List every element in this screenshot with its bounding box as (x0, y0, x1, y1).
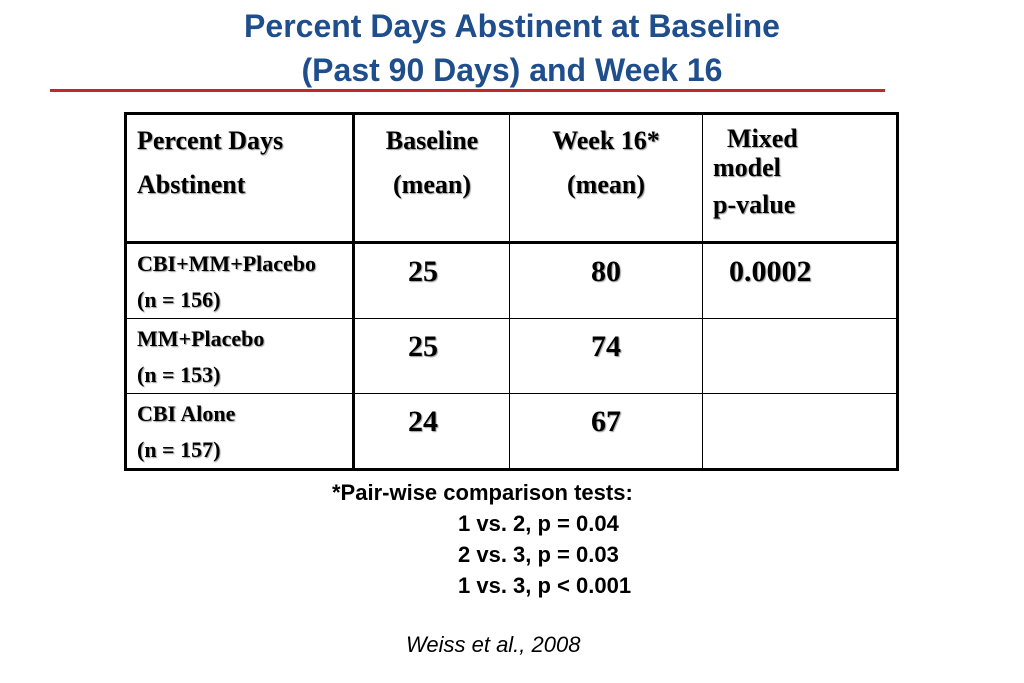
comparison-line: 2 vs. 3, p = 0.03 (458, 542, 619, 567)
table-row (126, 319, 898, 394)
header-baseline: Baseline (mean) (354, 114, 510, 243)
cell-week-16: 67 (510, 394, 703, 470)
footnote-heading: *Pair-wise comparison tests: (332, 480, 633, 505)
row-label: CBI+MM+Placebo (n = 156) (126, 243, 354, 319)
cell-p-value (703, 319, 898, 394)
header-week-16: Week 16* (mean) (510, 114, 703, 243)
cell-baseline: 25 (354, 243, 510, 319)
slide-title (0, 4, 1024, 92)
cell-baseline: 25 (354, 319, 510, 394)
table-header-row (126, 114, 898, 243)
table-row (126, 394, 898, 470)
slide-title-line-1: Percent Days Abstinent at Baseline (244, 8, 780, 44)
citation: Weiss et al., 2008 (406, 632, 581, 657)
title-divider (50, 89, 885, 92)
row-label: MM+Placebo (n = 153) (126, 319, 354, 394)
slide-title-line-2: (Past 90 Days) and Week 16 (301, 52, 723, 88)
cell-week-16: 80 (510, 243, 703, 319)
cell-baseline: 24 (354, 394, 510, 470)
cell-p-value (703, 394, 898, 470)
table-row (126, 243, 898, 319)
comparison-line: 1 vs. 3, p < 0.001 (458, 573, 632, 598)
comparison-line: 1 vs. 2, p = 0.04 (458, 511, 619, 536)
header-percent-days-abstinent: Percent Days Abstinent (126, 114, 354, 243)
header-mixed-model-p-value: Mixed model p-value (703, 114, 898, 243)
cell-week-16: 74 (510, 319, 703, 394)
row-label: CBI Alone (n = 157) (126, 394, 354, 470)
abstinence-table (124, 112, 899, 471)
cell-p-value: 0.0002 (703, 243, 898, 319)
